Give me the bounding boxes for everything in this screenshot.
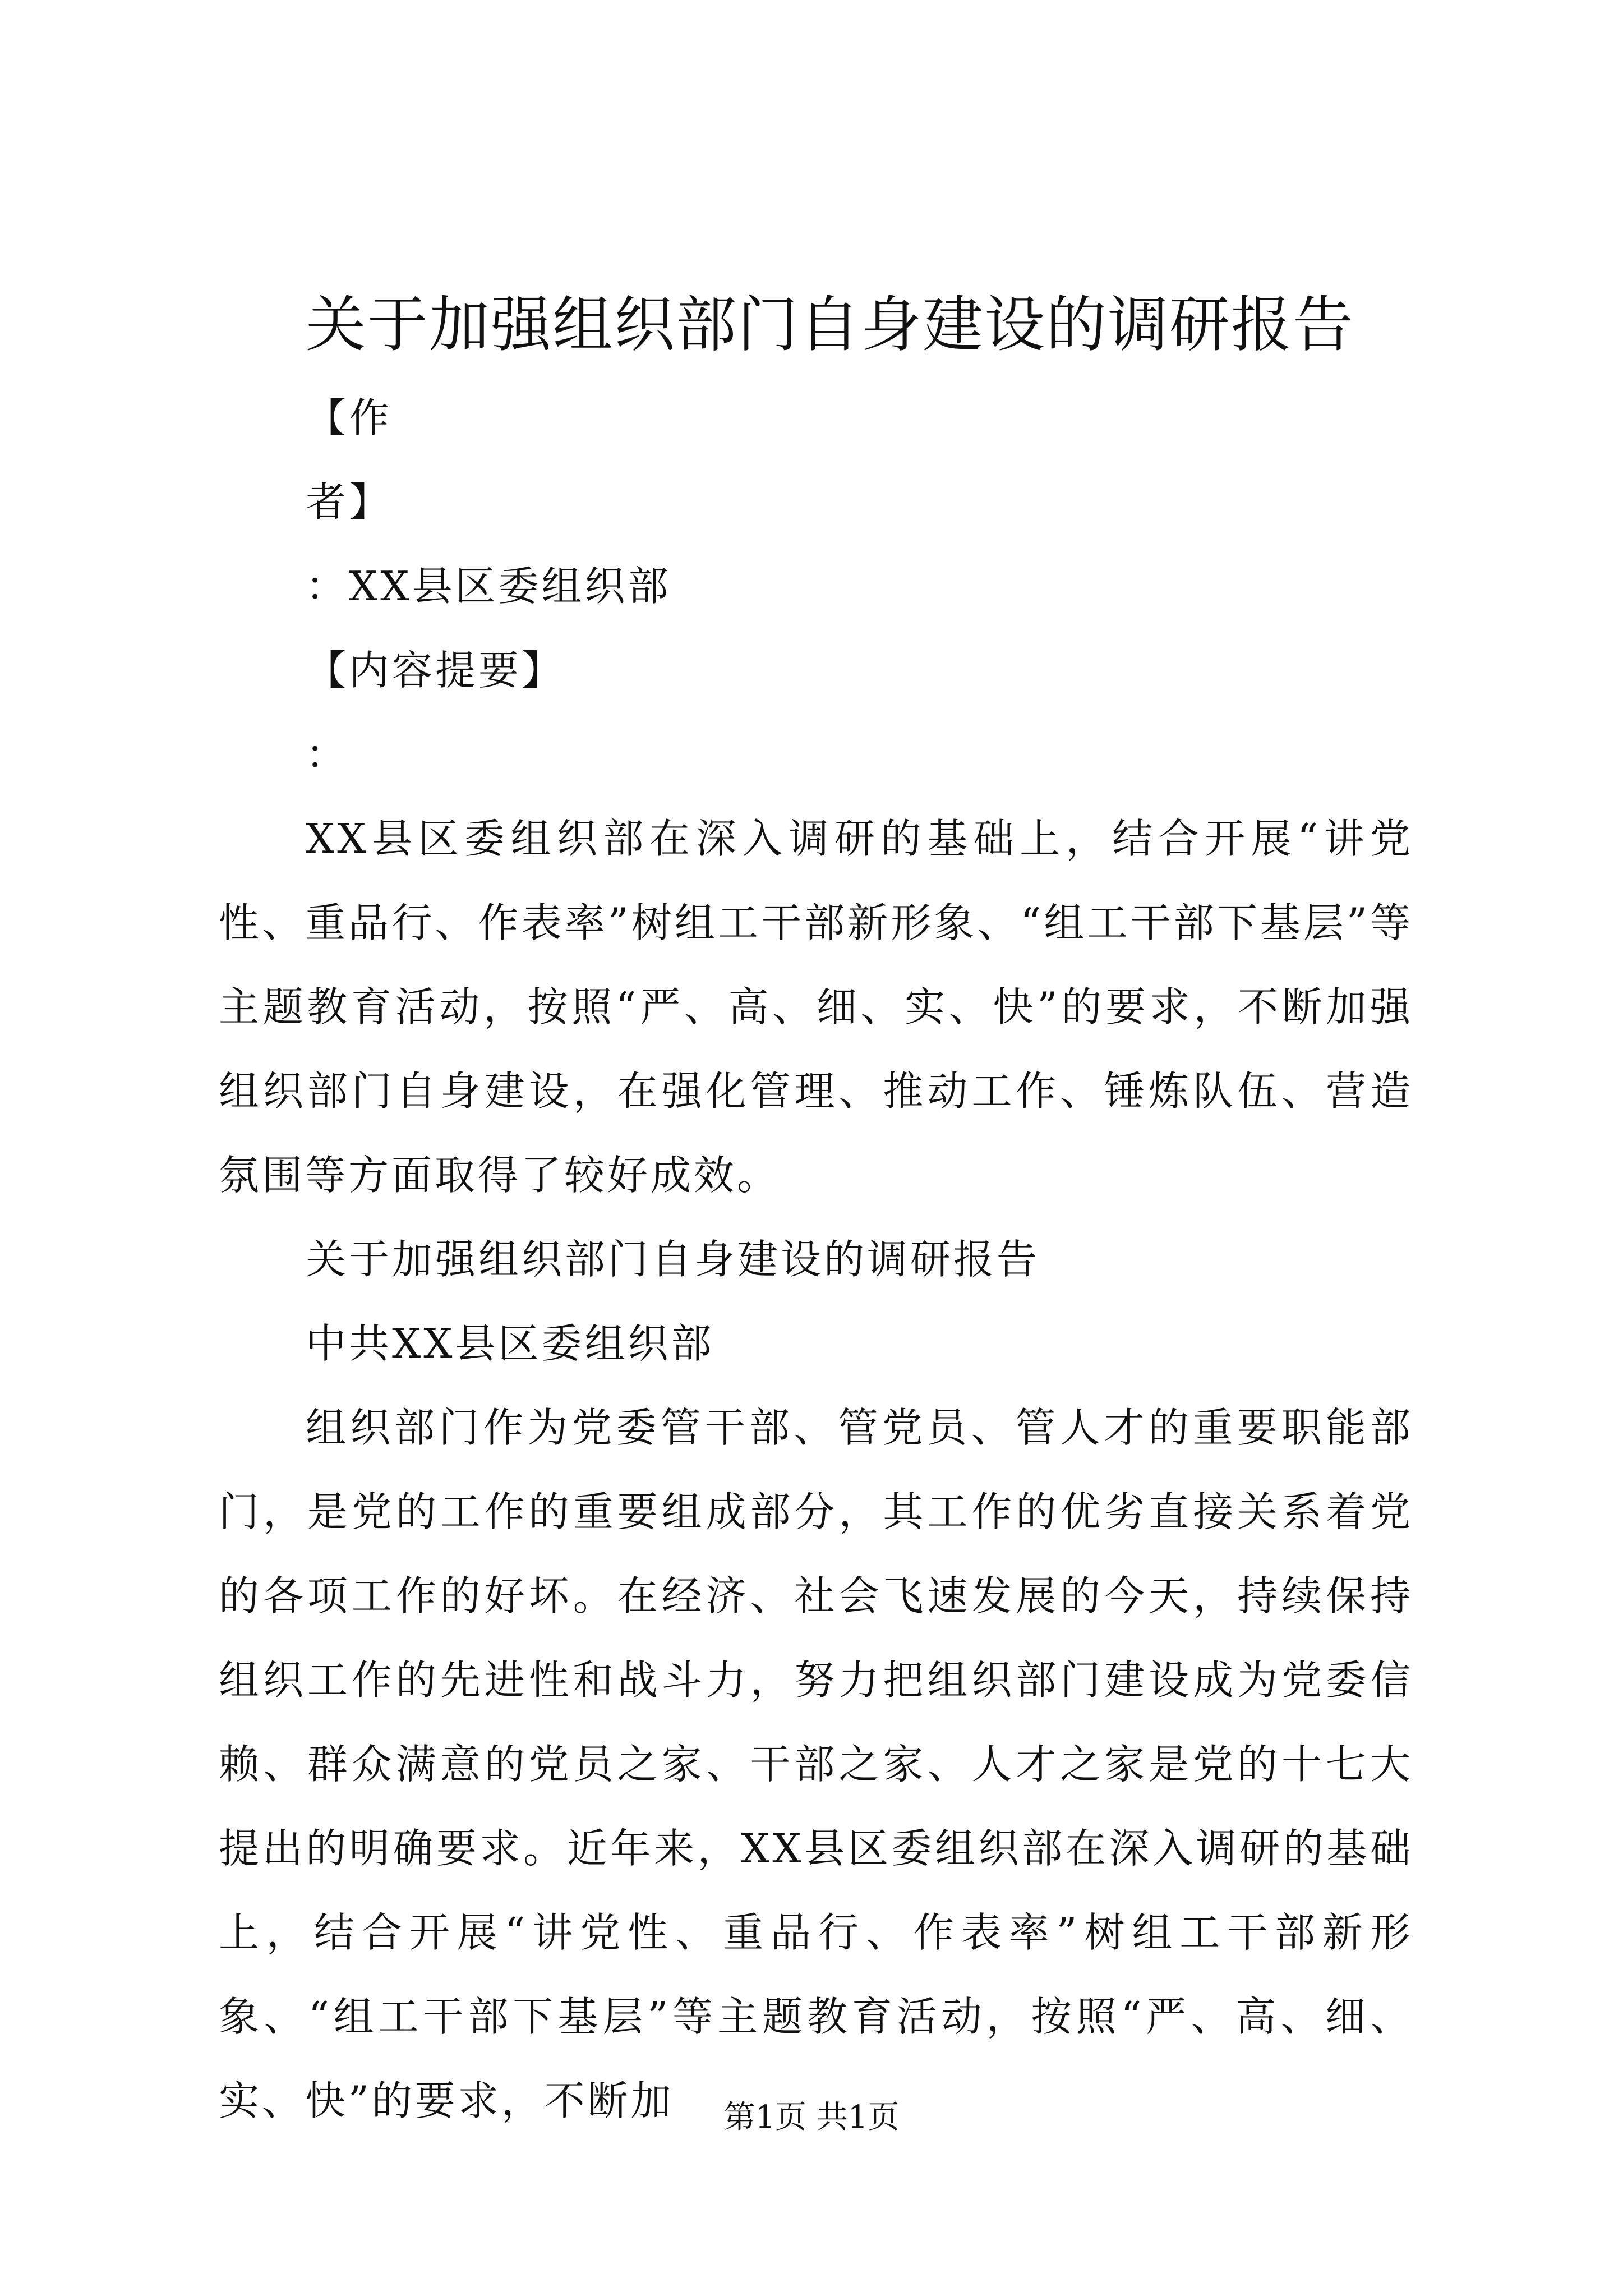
report-subtitle: 关于加强组织部门自身建设的调研报告 xyxy=(306,1236,1040,1283)
organization-name: 中共XX县区委组织部 xyxy=(306,1320,714,1367)
abstract-section xyxy=(219,797,1413,1217)
abstract-paragraph: XX县区委组织部在深入调研的基础上，结合开展“讲党性、重品行、作表率”树组工干部新形象、“组工干部下基层”等主题教育活动，按照“严、高、细、实、快”的要求，不断加强组织部门自身建设，在强化管理、推动工作、锤炼队伍、营造氛围等方面取得了较好成效。 xyxy=(219,815,1413,1199)
page-footer: 第1页 共1页 xyxy=(723,2099,900,2136)
author-label-line1: 【作 xyxy=(306,394,393,441)
abstract-label: 【内容提要】 xyxy=(306,647,565,694)
author-value: ：XX县区委组织部 xyxy=(306,563,671,610)
document-title: 关于加强组织部门自身建设的调研报告 xyxy=(306,290,1355,360)
body-section xyxy=(219,1386,1413,2143)
author-label-line2: 者】 xyxy=(306,478,393,526)
abstract-colon: ： xyxy=(306,731,349,778)
body-paragraph: 组织部门作为党委管干部、管党员、管人才的重要职能部门，是党的工作的重要组成部分，其工作的优劣直接关系着党的各项工作的好坏。在经济、社会飞速发展的今天，持续保持组织工作的先进性和战斗力，努力把组织部门建设成为党委信赖、群众满意的党员之家、干部之家、人才之家是党的十七大提出的明确要求。近年来，XX县区委组织部在深入调研的基础上，结合开展“讲党性、重品行、作表率”树组工干部新形象、“组工干部下基层”等主题教育活动，按照“严、高、细、实、快”的要求，不断加 xyxy=(219,1404,1413,2124)
